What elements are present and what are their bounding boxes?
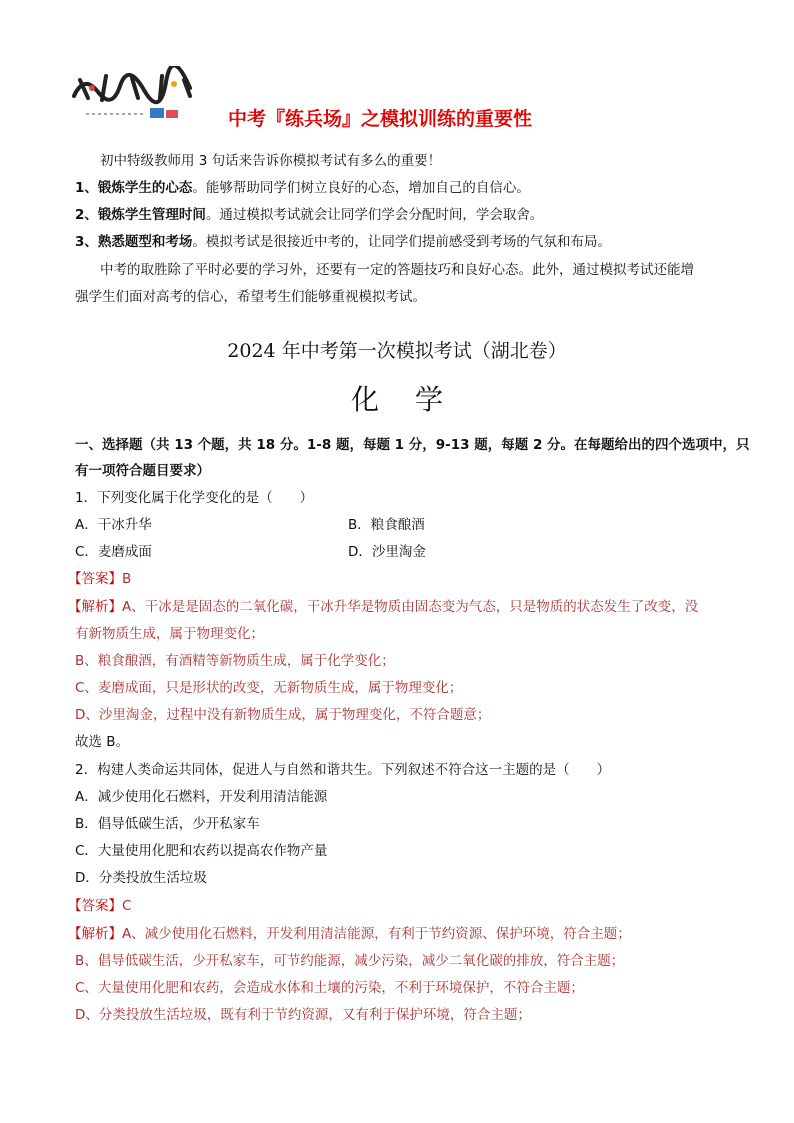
point-number: 3、 bbox=[75, 234, 98, 250]
q2-analysis-d: D、分类投放生活垃圾，既有利于节约资源，又有利于保护环境，符合主题； bbox=[75, 1007, 531, 1023]
brand-logo bbox=[66, 66, 216, 126]
point-number: 1、 bbox=[75, 180, 98, 196]
promo-title: 中考『练兵场』之模拟训练的重要性 bbox=[228, 108, 533, 130]
point-number: 2、 bbox=[75, 207, 98, 223]
point-text: 。模拟考试是很接近中考的，让同学们提前感受到考场的气氛和布局。 bbox=[192, 234, 611, 250]
promo-closing-line-1: 中考的取胜除了平时必要的学习外，还要有一定的答题技巧和良好心态。此外，通过模拟考试还能增 bbox=[100, 262, 694, 278]
q2-answer bbox=[68, 897, 131, 915]
q1-option-c: C．麦磨成面 bbox=[75, 544, 152, 560]
exam-title: 2024 年中考第一次模拟考试（湖北卷） bbox=[227, 340, 567, 362]
q1-analysis-b: B、粮食酿酒，有酒精等新物质生成，属于化学变化； bbox=[75, 653, 395, 669]
analysis-text: A、减少使用化石燃料，开发利用清洁能源，有利于节约资源、保护环境，符合主题； bbox=[122, 926, 631, 942]
q1-analysis-line-2: 有新物质生成，属于物理变化； bbox=[75, 626, 264, 642]
q2-option-c: C．大量使用化肥和农药以提高农作物产量 bbox=[75, 843, 328, 859]
point-heading: 锻炼学生的心态 bbox=[97, 180, 193, 196]
q1-option-a: A．干冰升华 bbox=[75, 517, 152, 533]
q1-option-d: D．沙里淘金 bbox=[348, 544, 426, 560]
analysis-text: A、干冰是是固态的二氧化碳，干冰升华是物质由固态变为气态，只是物质的状态发生了改变，没 bbox=[122, 599, 699, 615]
answer-label: 【答案】 bbox=[68, 898, 122, 914]
point-heading: 熟悉题型和考场 bbox=[97, 234, 193, 250]
promo-point-2 bbox=[75, 206, 543, 224]
q2-analysis-a bbox=[68, 925, 631, 943]
promo-point-1 bbox=[75, 179, 530, 197]
q1-option-b: B．粮食酿酒 bbox=[348, 517, 425, 533]
point-text: 。能够帮助同学们树立良好的心态，增加自己的自信心。 bbox=[192, 180, 530, 196]
q2-option-b: B．倡导低碳生活，少开私家车 bbox=[75, 816, 260, 832]
promo-point-3 bbox=[75, 233, 611, 251]
q2-option-d: D．分类投放生活垃圾 bbox=[75, 870, 207, 886]
q1-analysis-c: C、麦磨成面，只是形状的改变，无新物质生成，属于物理变化； bbox=[75, 680, 463, 696]
q1-stem: 1．下列变化属于化学变化的是（ ） bbox=[75, 490, 314, 506]
analysis-label: 【解析】 bbox=[68, 599, 122, 615]
q2-analysis-b: B、倡导低碳生活，少开私家车，可节约能源，减少污染，减少二氧化碳的排放，符合主题； bbox=[75, 953, 625, 969]
q1-analysis-d: D、沙里淘金，过程中没有新物质生成，属于物理变化，不符合题意； bbox=[75, 707, 491, 723]
q1-analysis-line-1 bbox=[68, 598, 698, 616]
q1-answer bbox=[68, 570, 131, 588]
promo-closing-line-2: 强学生们面对高考的信心，希望考生们能够重视模拟考试。 bbox=[75, 289, 426, 305]
answer-value: B bbox=[122, 571, 132, 587]
exam-subject: 化学 bbox=[350, 383, 479, 416]
point-heading: 锻炼学生管理时间 bbox=[97, 207, 206, 223]
answer-label: 【答案】 bbox=[68, 571, 122, 587]
section-heading-line-2: 有一项符合题目要求） bbox=[75, 463, 210, 479]
q2-option-a: A．减少使用化石燃料，开发利用清洁能源 bbox=[75, 789, 328, 805]
point-text: 。通过模拟考试就会让同学们学会分配时间，学会取舍。 bbox=[205, 207, 544, 223]
q2-stem: 2．构建人类命运共同体，促进人与自然和谐共生。下列叙述不符合这一主题的是（ ） bbox=[75, 762, 611, 778]
q2-analysis-c: C、大量使用化肥和农药，会造成水体和土壤的污染，不利于环境保护，不符合主题； bbox=[75, 980, 584, 996]
analysis-label: 【解析】 bbox=[68, 926, 122, 942]
section-heading-line-1: 一、选择题（共 13 个题，共 18 分。1-8 题，每题 1 分，9-13 题，每题 2 分。在每题给出的四个选项中，只 bbox=[75, 437, 750, 453]
promo-intro: 初中特级教师用 3 句话来告诉你模拟考试有多么的重要！ bbox=[100, 153, 442, 169]
q1-conclusion: 故选 B。 bbox=[75, 734, 130, 750]
answer-value: C bbox=[122, 898, 132, 914]
